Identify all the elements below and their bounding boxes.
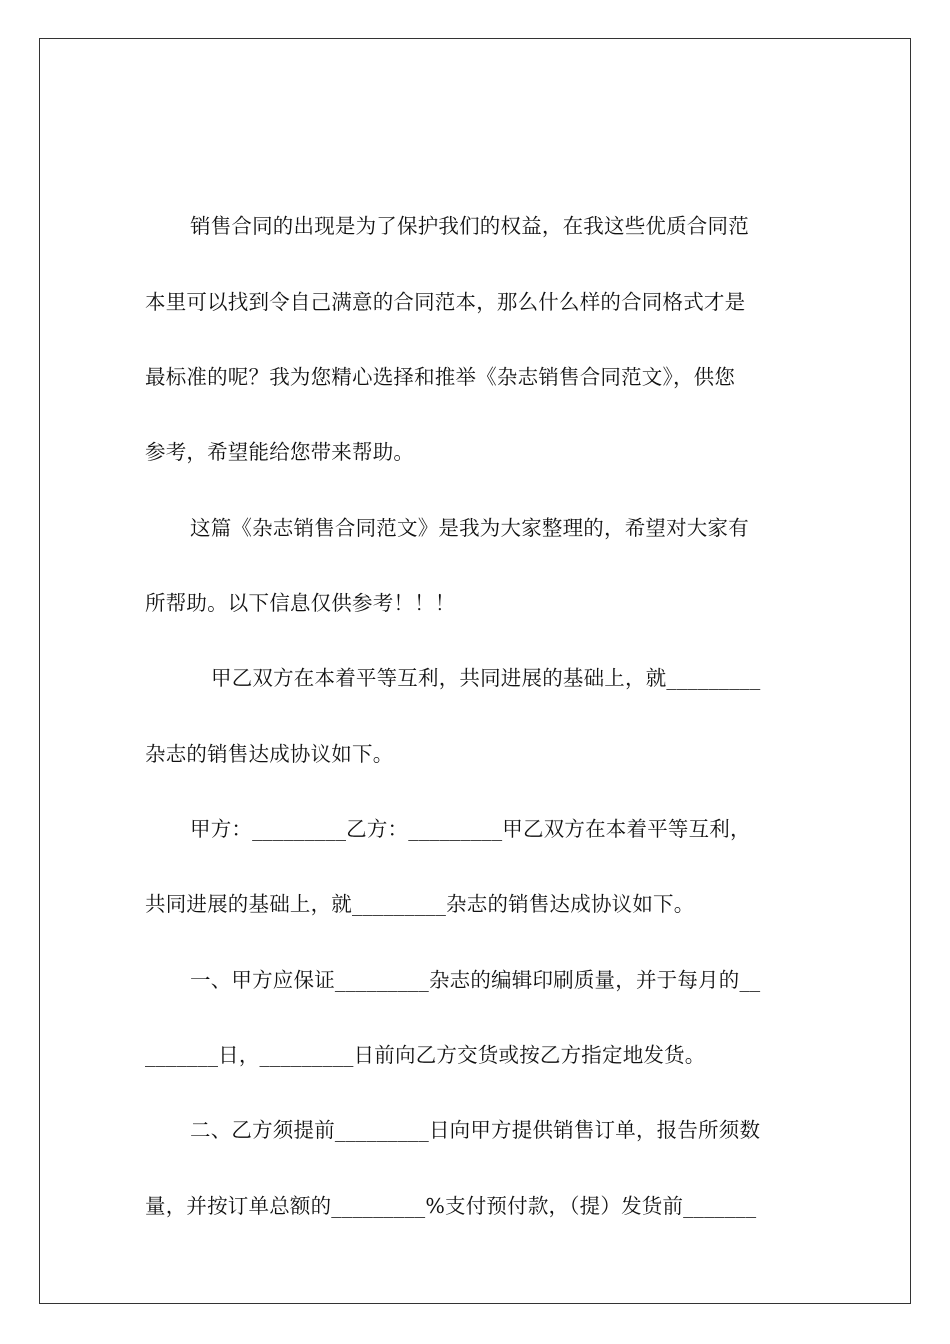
line-1-text: 销售合同的出现是为了保护我们的权益，在我这些优质合同范 xyxy=(190,214,749,238)
text-line-8 xyxy=(145,740,393,768)
line-2-text: 本里可以找到令自己满意的合同范本，那么什么样的合同格式才是 xyxy=(145,290,746,314)
text-line-9 xyxy=(145,815,751,843)
text-line-10 xyxy=(145,890,694,918)
line-13-text: 二、乙方须提前_________日向甲方提供销售订单，报告所须数 xyxy=(190,1118,761,1142)
line-4-text: 参考，希望能给您带来帮助。 xyxy=(145,440,415,464)
line-5-text: 这篇《杂志销售合同范文》是我为大家整理的，希望对大家有 xyxy=(190,516,749,540)
line-12-text: _______日，_________日前向乙方交货或按乙方指定地发货。 xyxy=(145,1043,706,1067)
text-line-1 xyxy=(145,212,749,240)
text-line-2 xyxy=(145,288,745,316)
text-line-7 xyxy=(145,664,760,692)
line-9-text: 甲方：_________乙方：_________甲乙双方在本着平等互利， xyxy=(190,817,751,841)
text-line-13 xyxy=(145,1116,760,1144)
text-line-5 xyxy=(145,514,749,542)
line-8-text: 杂志的销售达成协议如下。 xyxy=(145,742,394,766)
line-10-text: 共同进展的基础上，就_________杂志的销售达成协议如下。 xyxy=(145,892,695,916)
line-11-text: 一、甲方应保证_________杂志的编辑印刷质量，并于每月的__ xyxy=(190,968,761,992)
text-line-12 xyxy=(145,1041,706,1069)
line-14-text: 量，并按订单总额的_________%支付预付款，（提）发货前_______ xyxy=(145,1194,757,1218)
line-7-text: 甲乙双方在本着平等互利，共同进展的基础上，就_________ xyxy=(211,666,761,690)
text-line-4 xyxy=(145,438,414,466)
line-6-text: 所帮助。以下信息仅供参考！！！ xyxy=(145,591,456,615)
text-line-3 xyxy=(145,363,735,391)
line-3-text: 最标准的呢？我为您精心选择和推举《杂志销售合同范文》，供您 xyxy=(145,365,736,389)
text-line-14 xyxy=(145,1192,756,1220)
text-line-6 xyxy=(145,589,456,617)
text-line-11 xyxy=(145,966,760,994)
